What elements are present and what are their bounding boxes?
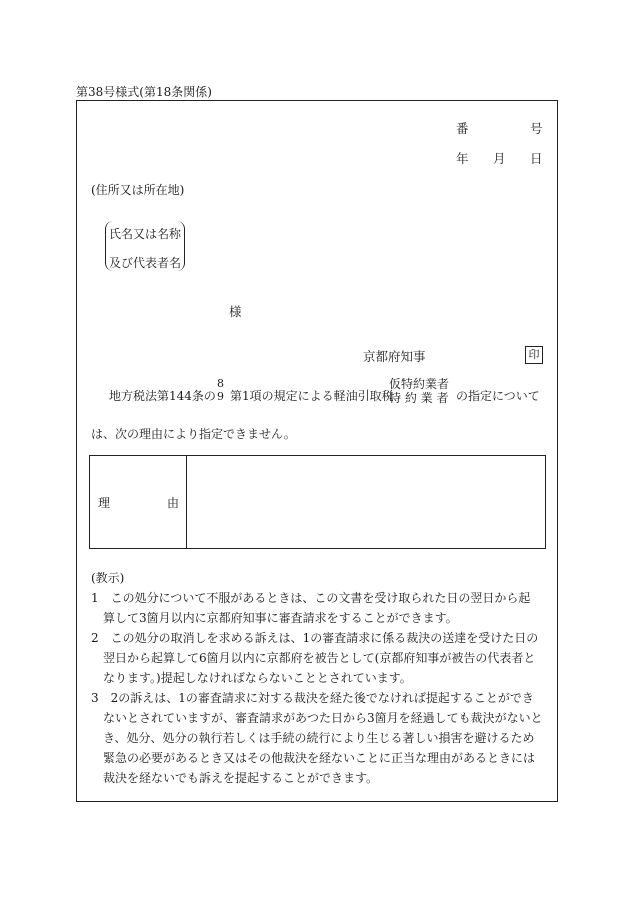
kyouji-line: 翌日から起算して6箇月以内に京都府を被告として(京都府知事が被告の代表者と [103, 651, 536, 665]
kyouji-line: 裁決を経ないでも訴えを提起することができます。 [103, 771, 379, 785]
honorific: 様 [229, 304, 242, 319]
body-part3a: の指定について [456, 389, 540, 403]
kyouji-line: き、処分、処分の執行若しくは手続の続行により生じる著しい損害を避けるため [103, 731, 535, 745]
kyouji-line: 緊急の必要があるとき又はその他裁決を経ないことに正当な理由があるときには [103, 751, 536, 765]
reason-label-right: 由 [167, 496, 180, 510]
kyouji-line: 算して3箇月以内に京都府知事に審査請求をすることができます。 [103, 611, 458, 625]
name-label: 氏名又は名称 [109, 227, 182, 241]
number-label-b: 号 [530, 121, 543, 136]
body-part2: 第1項の規定による軽油引取税 [230, 389, 394, 403]
date-year: 年 [456, 151, 469, 166]
body-part3b: は、次の理由により指定できません。 [91, 427, 296, 441]
date-month: 月 [493, 151, 506, 166]
representative-label: 及び代表者名 [109, 256, 182, 270]
issuer-title: 京都府知事 [363, 349, 426, 364]
dealer-type-stack [389, 377, 449, 405]
kyouji-line: 1 この処分について不服があるときは、この文書を受け取られた日の翌日から起 [91, 591, 531, 605]
kyouji-heading: (教示) [91, 571, 125, 585]
address-label: (住所又は所在地) [91, 183, 185, 197]
reason-table [89, 455, 546, 549]
article-fraction [217, 377, 224, 403]
kyouji-line: 3 2の訴えは、1の審査請求に対する裁決を経た後でなければ提起することができ [91, 691, 534, 705]
body-part1: 地方税法第144条の [109, 389, 216, 403]
kyouji-line: ないとされていますが、審査請求があつた日から3箇月を経過しても裁決がないと [103, 711, 543, 725]
reason-label-left: 理 [98, 496, 111, 510]
fraction-top: 8 [217, 377, 224, 390]
form-title: 第38号様式(第18条関係) [76, 85, 212, 99]
kyouji-line: なります。)提起しなければならないこととされています。 [103, 671, 412, 685]
number-label-a: 番 [456, 121, 469, 136]
date-day: 日 [530, 151, 543, 166]
kyouji-line: 2 この処分の取消しを求める訴えは、1の審査請求に係る裁決の送達を受けた日の [91, 631, 539, 645]
reason-divider [186, 456, 187, 548]
fraction-bottom: 9 [217, 390, 224, 403]
seal-stamp: 印 [525, 346, 543, 364]
stack-bottom: 特 約 業 者 [389, 391, 449, 405]
stack-top: 仮特約業者 [389, 377, 450, 391]
